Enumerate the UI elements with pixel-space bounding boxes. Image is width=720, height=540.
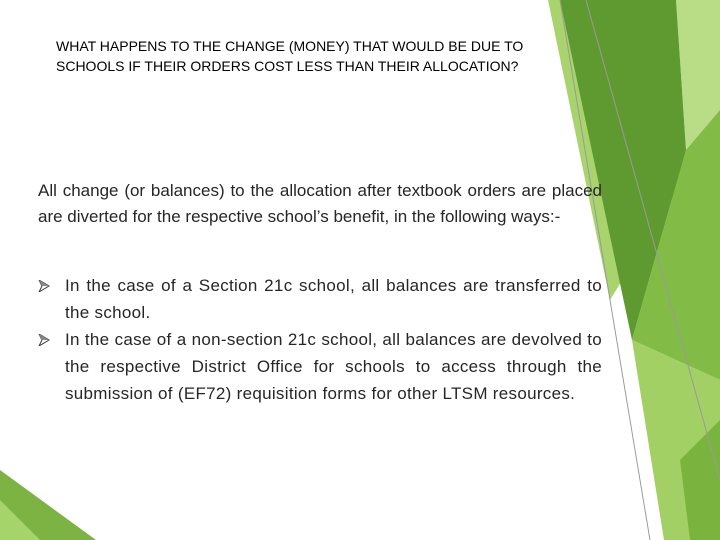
bullet-item-section-21c [38, 272, 602, 326]
arrow-bullet-icon [38, 280, 50, 292]
bullet-list [38, 272, 602, 407]
bullet-item-non-section-21c [38, 326, 602, 407]
slide-title [56, 36, 616, 76]
slide-title-line-1: WHAT HAPPENS TO THE CHANGE (MONEY) THAT WOULD BE DUE TO [56, 38, 524, 54]
slide-title-line-2: SCHOOLS IF THEIR ORDERS COST LESS THAN THEIR ALLOCATION? [56, 58, 519, 74]
bullet-text-non-section-21c: In the case of a non-section 21c school, all balances are devolved to the respective District Office for schools to access through the submission of (EF72) requisition forms for other LTSM resources. [65, 330, 602, 403]
bullet-text-section-21c: In the case of a Section 21c school, all balances are transferred to the school. [65, 276, 602, 322]
arrow-bullet-icon [38, 334, 50, 346]
intro-paragraph: All change (or balances) to the allocation after textbook orders are placed are diverted for the respective school’s benefit, in the following ways:- [38, 181, 602, 226]
